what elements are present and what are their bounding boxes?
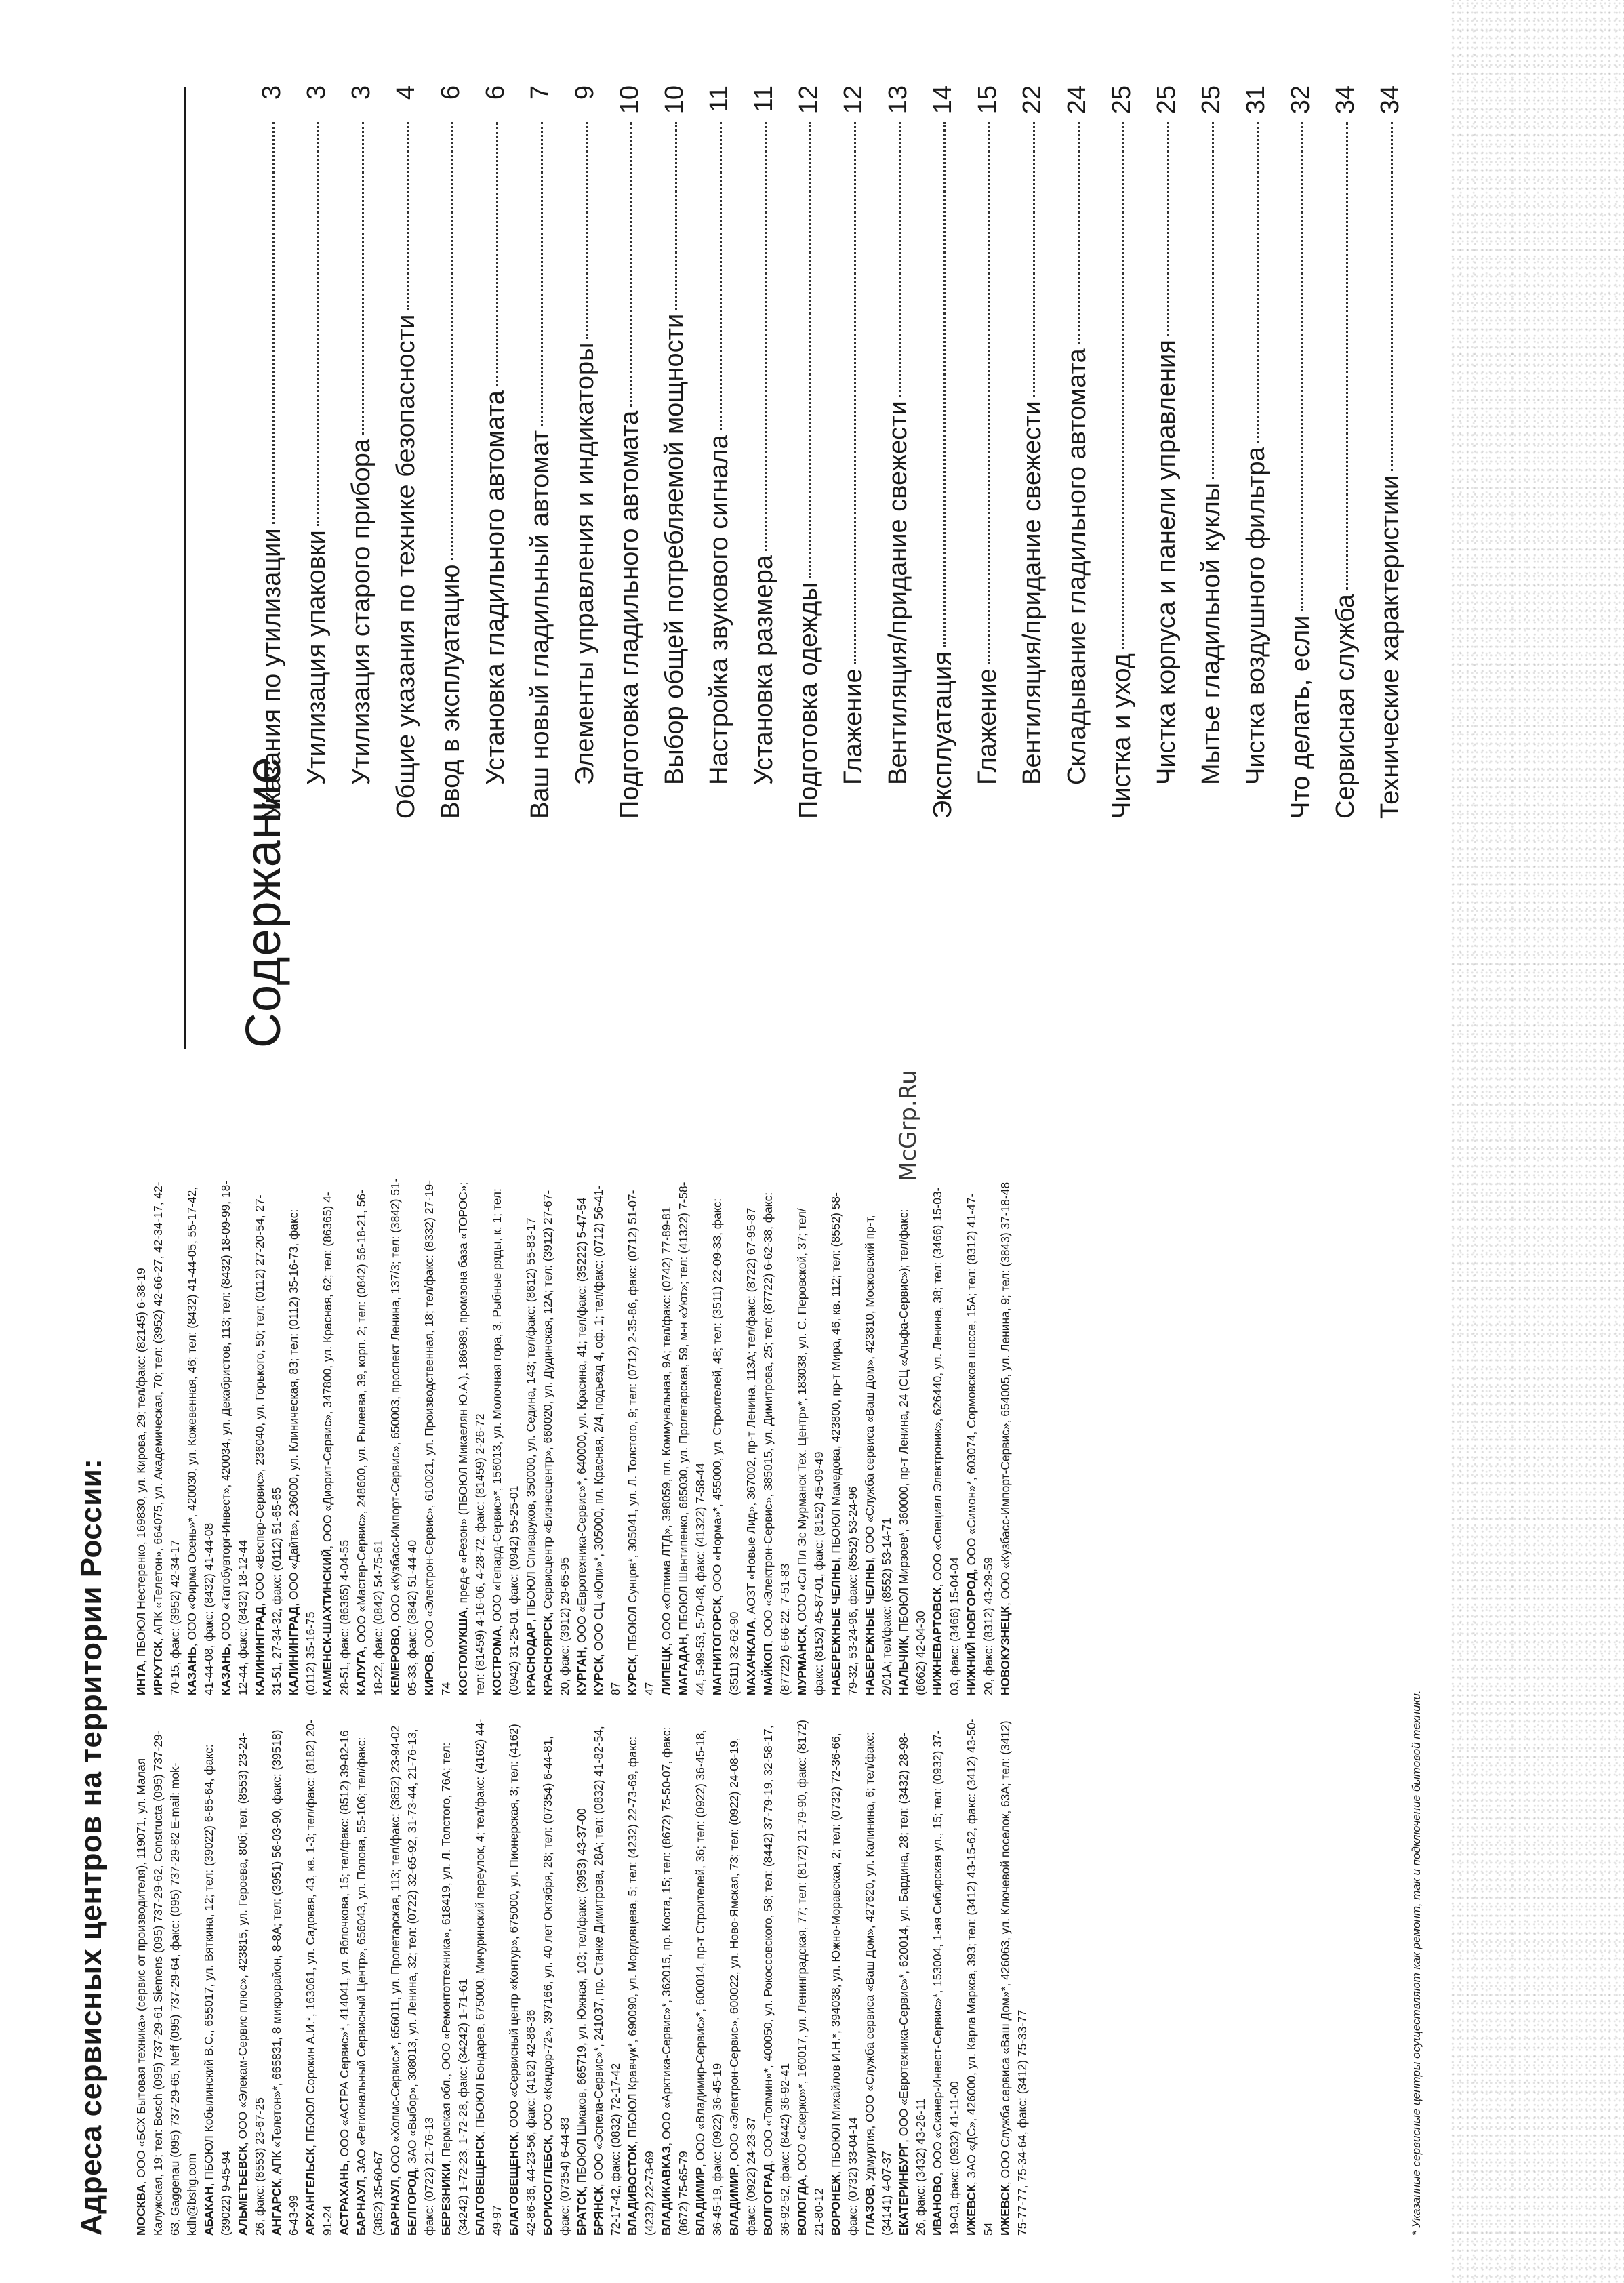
- toc-entry-page: 10: [660, 85, 689, 115]
- address-city: НОВОКУЗНЕЦК: [998, 1606, 1012, 1695]
- addresses-footnote: * Указанные сервисные центры осуществляют как ремонт, так и подключение бытовой техники.: [1410, 1690, 1423, 2236]
- toc-entry[interactable]: [1376, 85, 1421, 819]
- address-details: , ООО Служба сервиса «Ваш Дом»*, 426063, ул. Ключевой поселок, 63А; тел: (3412) 75-77-77, 75-34-64, факс: (3412) 75-33-77: [998, 1720, 1029, 2236]
- toc-entry-page: 34: [1376, 85, 1404, 115]
- address-city: КАЛИНИНГРАД: [253, 1606, 266, 1695]
- toc-entry-label: Настройка звукового сигнала: [705, 435, 733, 785]
- address-entry: [438, 1718, 472, 2236]
- toc-entry-page: 9: [571, 85, 599, 100]
- address-city: КУРГАН: [575, 1649, 588, 1695]
- address-city: АЛЬМЕТЬЕВСК: [236, 2145, 249, 2236]
- toc-entry[interactable]: [794, 85, 839, 819]
- address-city: ВЛАДИКАВКАЗ: [659, 2145, 673, 2236]
- address-entry: [235, 1718, 268, 2236]
- address-entry: [133, 1178, 150, 1695]
- toc-entry-label: Установка гладильного автомата: [481, 390, 510, 785]
- toc-entry-label: Сервисная служба: [1331, 594, 1360, 819]
- addresses-title: Адреса сервисных центров на территории России:: [75, 1458, 108, 2236]
- address-details: , ПБОЮЛ Мирзоев*, 360000, пр-т Ленина, 24 (СЦ «Альфа-Сервис»); тел/факс: (8662) 42-04-30: [897, 1209, 927, 1695]
- address-details: , ПБОЮЛ Нестеренко, 169830, ул. Кирова, 29; тел/факс: (82145) 6-38-19: [134, 1268, 148, 1663]
- address-city: ВЛАДИВОСТОК: [626, 2144, 639, 2236]
- toc-entry[interactable]: [1197, 85, 1242, 819]
- addresses-column: [133, 1718, 1407, 2236]
- address-city: БОРИСОГЛЕБСК: [541, 2137, 554, 2236]
- address-entry: [251, 1178, 285, 1695]
- toc-dot-leader: [720, 122, 722, 430]
- toc-entry-label: Эксплуатация: [929, 651, 957, 819]
- address-details: , ООО «Эспела-Сервис»*, 241037, пр. Станке Димитрова, 28А; тел: (0832) 41-82-54, 72-17-42, факс: (0832) 72-17-42: [592, 1726, 622, 2236]
- toc-dot-leader: [809, 122, 811, 578]
- address-details: , ООО «Оптима ЛТД», 398059, пл. Коммунальная, 9А; тел/факс: (0742) 77-89-81: [659, 1207, 673, 1646]
- address-city: БЛАГОВЕЩЕНСК: [507, 2134, 521, 2236]
- address-city: ИЖЕВСК: [998, 2185, 1012, 2236]
- toc-entry-label: Утилизация упаковки: [302, 530, 331, 785]
- toc-dot-leader: [854, 122, 856, 664]
- toc-entry[interactable]: [1108, 85, 1152, 819]
- toc-entry-page: 25: [1108, 85, 1136, 115]
- address-details: , ООО «Фирма Осень»*, 420030, ул. Кожевенная, 46; тел: (8432) 41-44-05, 55-17-42, 41-44-08, факс: (8432) 41-44-08: [185, 1186, 216, 1695]
- address-city: АНГАРСК: [270, 2181, 283, 2236]
- toc-entry-page: 12: [794, 85, 823, 115]
- address-details: , ООО «БСХ Бытовая техника» (сервис от производителя), 119071, ул. Малая Калужская, 19; тел: Bosch (095) 737-29-61 Siemens (095) 737-29-62, Constructa (095) 737-29-63, Gaggenau (095) 737-29-65, Neff (095) 737-29-64, факс: (095) 737-29-82 E-mail: mok-kdh@bshg.com: [134, 1730, 199, 2236]
- toc-entry-page: 11: [750, 85, 778, 113]
- toc-entry-label: Ваш новый гладильный автомат: [526, 430, 554, 819]
- address-details: , Пермская обл., ООО «Ремонтоттехника», 618419, ул. Л. Толстого, 76А; тел: (34242) 1-72-23, 1-72-28, факс: (34242) 1-71-61: [439, 1742, 470, 2236]
- address-city: ИРКУТСК: [151, 1641, 165, 1695]
- toc-entry-page: 32: [1286, 85, 1315, 115]
- address-entry: [997, 1718, 1031, 2236]
- service-addresses: [75, 1178, 1450, 2236]
- address-details: , ООО «Сканер-Инвест-Сервис»*, 153004, 1-ая Сибирская ул., 15; тел: (0932) 37-19-03, факс: (0932) 41-11-00: [931, 1730, 961, 2236]
- toc-entry[interactable]: [302, 85, 347, 819]
- address-city: МУРМАНСК: [795, 1628, 809, 1695]
- address-entry: [421, 1178, 455, 1695]
- toc-title: Содержание: [237, 756, 291, 1048]
- address-city: КРАСНОЯРСК: [541, 1615, 554, 1695]
- toc-dot-leader: [1301, 122, 1303, 611]
- toc-entry[interactable]: [392, 85, 437, 819]
- address-entry: [540, 1718, 573, 2236]
- address-details: , ООО «Веспер-Сервис», 236040, ул. Горького, 50; тел: (0112) 27-20-54, 27-31-51, 27-34-32, факс: (0112) 51-65-65: [253, 1194, 283, 1695]
- address-details: , ООО «АСТРА Сервис»*, 414041, ул. Яблочкова, 15; тел/факс: (8512) 39-82-16: [338, 1730, 351, 2164]
- address-entry: [963, 1718, 997, 2236]
- address-details: , ООО «Сл Пл Эс Мурманск Тех. Центр»*, 183038, ул. С. Перовской, 37; тел/факс: (8152) 45-87-01, факс: (8152) 45-09-49: [795, 1208, 826, 1695]
- toc-dot-leader: [1391, 122, 1393, 471]
- toc-entry[interactable]: [839, 85, 884, 819]
- toc-entry[interactable]: [526, 85, 571, 819]
- toc-entry[interactable]: [481, 85, 526, 819]
- address-entry: [353, 1178, 387, 1695]
- toc-entry[interactable]: [615, 85, 660, 819]
- address-entry: [184, 1178, 218, 1695]
- address-entry: [472, 1718, 506, 2236]
- toc-entry-page: 22: [1018, 85, 1047, 115]
- address-entry: [929, 1718, 963, 2236]
- address-city: БАРНАУЛ: [354, 2179, 368, 2236]
- toc-entry-page: 4: [392, 85, 420, 100]
- address-details: , ООО «Топмин»*, 400050, ул. Рокоссовского, 58; тел: (8442) 37-79-19, 32-58-17, 36-92-52, факс: (8442) 36-92-41: [761, 1725, 792, 2236]
- address-city: ВЛАДИМИР: [727, 2166, 741, 2236]
- address-entry: [455, 1178, 489, 1695]
- toc-entry-label: Чистка корпуса и панели управления: [1152, 340, 1181, 785]
- toc-entry[interactable]: [1152, 85, 1197, 819]
- address-city: КИРОВ: [422, 1654, 436, 1695]
- toc-entry[interactable]: [705, 85, 750, 819]
- toc-entry-label: Установка размера: [750, 555, 778, 785]
- address-entry: [506, 1718, 540, 2236]
- address-city: КОСТОМУКША: [456, 1610, 470, 1695]
- address-details: , АОЗТ «Новые Лид», 367002, пр-т Ленина, 113А; тел/факс: (8722) 67-95-87: [744, 1207, 758, 1621]
- address-entry: [658, 1718, 692, 2236]
- toc-entry-label: Общие указания по технике безопасности: [392, 314, 420, 819]
- address-entry: [861, 1178, 895, 1695]
- toc-dot-leader: [496, 122, 498, 386]
- address-details: , ООО «Гепард-Сервис»*, 156013, ул. Молочная гора, 3, Рыбные ряды, к. 1; тел: (0942) 31-25-01, факс: (0942) 55-25-01: [490, 1188, 521, 1695]
- toc-entry-label: Чистка воздушного фильтра: [1242, 447, 1270, 785]
- toc-entry-label: Подготовка одежды: [794, 582, 823, 819]
- address-entry: [895, 1718, 929, 2236]
- toc-dot-leader: [272, 122, 275, 524]
- toc-entry-page: 14: [929, 85, 957, 115]
- toc-entry-page: 3: [258, 85, 286, 100]
- address-entry: [794, 1178, 828, 1695]
- address-details: , ООО «Владимир-Сервис»*, 600014, пр-т Строителей, 36; тел: (0922) 36-45-18, 36-45-19, факс: (0922) 36-45-19: [693, 1729, 724, 2236]
- toc-entry[interactable]: [929, 85, 973, 819]
- address-details: , ООО «Диорит-Сервис», 347800, ул. Красная, 62; тел: (86365) 4-28-51, факс: (86365) 4-04-55: [321, 1192, 351, 1695]
- address-entry: [523, 1178, 540, 1695]
- address-entry: [997, 1178, 1014, 1695]
- toc-dot-leader: [317, 122, 319, 526]
- address-details: , ПБОЮЛ Кравчук*, 690090, ул. Мордовцева, 5; тел: (4232) 22-73-69, факс: (4232) 22-73-69: [626, 1736, 656, 2236]
- toc-dot-leader: [1167, 122, 1169, 336]
- address-entry: [353, 1718, 387, 2236]
- address-city: МАЙКОП: [761, 1643, 775, 1695]
- address-city: ИЖЕВСК: [965, 2185, 978, 2236]
- address-entry: [387, 1178, 421, 1695]
- toc-dot-leader: [899, 122, 901, 397]
- address-details: , ООО «Кузбасс-Импорт-Сервис», 650003, проспект Ленина, 137/3; тел: (3842) 51-05-33, факс: (3842) 51-44-40: [388, 1178, 419, 1695]
- address-city: КАЛИНИНГРАД: [287, 1606, 300, 1695]
- address-details: , ПБОЮЛ Мамедова, 423800, пр-т Мира, 46, кв. 112; тел: (8552) 58-79-32, 53-24-96, факс: (8552) 53-24-96: [829, 1192, 859, 1695]
- address-city: АРХАНГЕЛЬСК: [304, 2147, 317, 2236]
- address-city: КАЗАНЬ: [185, 1646, 199, 1695]
- address-details: , ООО «Служба сервиса «Ваш Дом», 423810, Московский пр-т, 2/01А; тел/факс: (8552) 53-14-71: [863, 1215, 893, 1695]
- address-details: , ЗАО «ДС», 426000, ул. Карла Маркса, 393; тел: (3412) 43-15-62, факс: (3412) 43-50-54: [965, 1718, 995, 2236]
- address-city: КОСТРОМА: [490, 1628, 504, 1695]
- address-details: , ООО «Арктика-Сервис»*, 362015, пр. Коста, 15; тел: (8672) 75-50-07, факс: (8672) 75-65-79: [659, 1726, 690, 2236]
- address-details: , Сервисцентр «Бизнесцентр», 660020, ул. Дудинская, 12А; тел: (3912) 27-67-20, факс: (3912) 29-65-95: [541, 1190, 571, 1695]
- address-details: , пред-е «Резон» (ПБОЮЛ Микаелян Ю.А.), 186989, промзона база «ТОРОС»; тел: (81459) 4-16-06, 4-28-72, факс: (81459) 2-26-72: [456, 1181, 487, 1695]
- address-entry: [336, 1718, 353, 2236]
- toc-entry[interactable]: [571, 85, 615, 819]
- toc-entry[interactable]: [1286, 85, 1331, 819]
- toc-entry[interactable]: [1063, 85, 1108, 819]
- toc-entry[interactable]: [884, 85, 929, 819]
- address-entry: [218, 1178, 251, 1695]
- toc-dot-leader: [988, 122, 990, 664]
- address-entry: [658, 1178, 675, 1695]
- address-entry: [573, 1178, 590, 1695]
- address-city: КРАСНОДАР: [524, 1622, 537, 1695]
- toc-entry[interactable]: [1242, 85, 1286, 819]
- toc-entry[interactable]: [437, 85, 481, 819]
- address-entry: [590, 1718, 624, 2236]
- address-details: , ЗАО «Региональный Сервисный Центр», 656043, ул. Попова, 55-106; тел/факс: (3852) 35-60-67: [354, 1737, 385, 2236]
- toc-entry-label: Выбор общей потребляемой мощности: [660, 313, 689, 785]
- toc-entry-page: 6: [481, 85, 510, 100]
- toc-entry-label: Подготовка гладильного автомата: [615, 410, 644, 819]
- address-details: , ООО «Кондор-72», 397166, ул. 40 лет Октября, 28; тел: (07354) 6-44-81, факс: (07354) 6-44-83: [541, 1735, 571, 2236]
- address-city: НАБЕРЕЖНЫЕ ЧЕЛНЫ: [863, 1560, 876, 1695]
- toc-entry-label: Что делать, если: [1286, 615, 1315, 819]
- address-details: , ПБОЮЛ Спиваруков, 350000, ул. Седина, 143; тел/факс: (8612) 55-83-17: [524, 1217, 537, 1623]
- address-entry: [624, 1718, 658, 2236]
- address-details: , ПБОЮЛ Бондарев, 675000, Мичуринский переулок, 4; тел/факс: (4162) 44-49-97: [473, 1718, 504, 2236]
- address-details: , ЗАО «Выбор», 308013, ул. Ленина, 32; тел: (0722) 32-65-92, 31-73-44, 21-76-13, факс: (0722) 21-76-13: [405, 1729, 436, 2236]
- toc-dot-leader: [1346, 122, 1348, 590]
- toc-entry-label: Указания по утилизации: [258, 528, 286, 819]
- toc-entry[interactable]: [750, 85, 794, 819]
- toc-dot-leader: [630, 122, 632, 407]
- address-entry: [828, 1718, 861, 2236]
- toc-entry-label: Утилизация старого прибора: [347, 438, 375, 785]
- address-city: ЛИПЕЦК: [659, 1646, 673, 1695]
- address-city: КАМЕНСК-ШАХТИНСКИЙ: [321, 1548, 334, 1695]
- address-city: НИЖНИЙ НОВГОРОД: [965, 1571, 978, 1695]
- address-city: МОСКВА: [134, 2184, 148, 2236]
- address-city: АБАКАН: [202, 2186, 216, 2236]
- address-entry: [573, 1718, 590, 2236]
- address-details: , ООО «Электрон-Сервис», 385015, ул. Димитрова, 25; тел: (87722) 6-62-38, факс: (87722) 6-66-22, 7-51-83: [761, 1192, 792, 1695]
- address-entry: [489, 1178, 523, 1695]
- address-details: , ООО «Электрон-Сервис», 600022, ул. Ново-Ямская, 73; тел: (0922) 24-08-19, факс: (0922) 24-23-37: [727, 1737, 758, 2236]
- toc-entry-label: Вентиляция/придание свежести: [884, 401, 912, 785]
- toc-dot-leader: [541, 122, 543, 426]
- address-details: , ООО «Электрон-Сервис», 610021, ул. Производственная, 18; тел/факс: (8332) 27-19-74: [422, 1180, 453, 1695]
- address-entry: [760, 1718, 794, 2236]
- address-city: БЛАГОВЕЩЕНСК: [473, 2134, 487, 2236]
- address-city: БРЯНСК: [592, 2187, 605, 2236]
- toc-dot-leader: [451, 122, 453, 560]
- address-entry: [743, 1178, 760, 1695]
- toc-entry-page: 7: [526, 85, 554, 100]
- table-of-contents: [258, 85, 1478, 819]
- watermark: McGrp.Ru: [895, 1070, 922, 1181]
- address-city: БРАТСК: [575, 2189, 588, 2236]
- toc-entry-page: 25: [1152, 85, 1181, 115]
- address-details: , ООО СЦ «Юпи»*, 305000, пл. Красная, 2/4, подъезд 4, оф. 1; тел/факс: (0712) 56-41-87: [592, 1185, 622, 1695]
- toc-entry-page: 25: [1197, 85, 1225, 115]
- address-city: НАБЕРЕЖНЫЕ ЧЕЛНЫ: [829, 1560, 843, 1695]
- address-entry: [387, 1718, 404, 2236]
- address-city: ВОЛГОГРАД: [761, 2163, 775, 2236]
- address-entry: [794, 1718, 828, 2236]
- toc-entry-page: 3: [347, 85, 375, 100]
- address-entry: [760, 1178, 794, 1695]
- toc-dot-leader: [1033, 122, 1035, 397]
- toc-entry[interactable]: [258, 85, 302, 819]
- address-details: , АПК «Телетон», 664075, ул. Академическая, 70; тел: (3952) 42-66-27, 42-34-17, 42-70-15, факс: (3952) 42-34-17: [151, 1181, 182, 1695]
- toc-dot-leader: [362, 122, 364, 435]
- address-city: МАГНИТОГОРСК: [710, 1598, 724, 1695]
- address-details: , ПБОЮЛ Сорокин А.И.*, 163061, ул. Садовая, 43, кв. 1-3; тел/факс: (8182) 20-91-24: [304, 1720, 334, 2236]
- toc-entry-label: Элементы управления и индикаторы: [571, 342, 599, 785]
- address-entry: [133, 1718, 201, 2236]
- address-details: , ООО «Евротехника-Сервис»*, 620014, ул. Бардина, 28; тел: (3432) 28-98-26, факс: (3432) 43-26-11: [897, 1733, 927, 2236]
- address-details: , АПК «Телетон»*, 665831, 8 микрорайон, 8-8А; тел: (3951) 56-03-90, факс: (39518) 6-43-99: [270, 1729, 300, 2236]
- address-details: , ООО «Холмс-Сервис»*, 656011, ул. Пролетарская, 113; тел/факс: (3852) 23-94-02: [388, 1725, 402, 2180]
- toc-entry-page: 15: [973, 85, 1002, 115]
- address-details: , Удмуртия, ООО «Служба сервиса «Ваш Дом», 427620, ул. Калинина, 6; тел/факс: (34141) 4-07-37: [863, 1732, 893, 2236]
- addresses-columns: [133, 1178, 1407, 2236]
- address-entry: [268, 1718, 302, 2236]
- toc-dot-leader: [1122, 122, 1124, 649]
- address-entry: [861, 1718, 895, 2236]
- address-details: , ООО «Сервисный центр «Контур», 675000, ул. Пионерская, 3; тел: (4162) 42-86-36, 44-23-56, факс: (4162) 42-86-36: [507, 1724, 537, 2236]
- address-entry: [302, 1718, 336, 2236]
- address-city: КЕМЕРОВО: [388, 1628, 402, 1695]
- toc-entry-page: 12: [839, 85, 868, 115]
- toc-entry-page: 11: [705, 85, 733, 113]
- toc-dot-leader: [943, 122, 946, 647]
- address-entry: [828, 1178, 861, 1695]
- toc-entry-page: 3: [302, 85, 331, 100]
- address-city: КАЛУГА: [354, 1649, 368, 1695]
- address-city: МАХАЧКАЛА: [744, 1620, 758, 1695]
- toc-entry[interactable]: [660, 85, 705, 819]
- address-city: ИВАНОВО: [931, 2175, 944, 2236]
- address-entry: [404, 1718, 438, 2236]
- toc-entry[interactable]: [1018, 85, 1063, 819]
- address-entry: [201, 1718, 235, 2236]
- address-details: , ПБОЮЛ Шмаков, 665719, ул. Южная, 103; тел/факс: (3953) 43-37-00: [575, 1808, 588, 2189]
- toc-dot-leader: [675, 122, 677, 310]
- address-details: , ООО «Евротехника-Сервис»*, 640000, ул. Красина, 41; тел/факс: (35222) 5-47-54: [575, 1197, 588, 1650]
- address-details: , ООО «Норма»*, 455000, ул. Строителей, 48; тел: (3511) 22-09-33, факс: (3511) 32-62-90: [710, 1198, 741, 1695]
- toc-rule: [184, 87, 186, 1049]
- toc-entry-page: 31: [1242, 85, 1270, 115]
- address-details: , ООО «Элекам-Сервис плюс», 423815, ул. Героева, 80б; тел: (8553) 23-24-26, факс: (8553) 23-67-25: [236, 1733, 266, 2236]
- toc-entry-label: Вентиляция/придание свежести: [1018, 401, 1047, 785]
- toc-dot-leader: [1212, 122, 1214, 479]
- address-details: , ООО «Симон»*, 603074, Сормовское шоссе, 15А; тел: (8312) 41-47-20, факс: (8312) 43-29-59: [965, 1193, 995, 1695]
- toc-entry-page: 10: [615, 85, 644, 115]
- toc-dot-leader: [407, 122, 409, 310]
- toc-entry-page: 13: [884, 85, 912, 115]
- address-city: БЕРЕЗНИКИ: [439, 2163, 453, 2236]
- toc-entry-page: 6: [437, 85, 465, 100]
- address-city: БАРНАУЛ: [388, 2179, 402, 2236]
- address-city: ВЛАДИМИР: [693, 2166, 707, 2236]
- address-city: ЕКАТЕРИНБУРГ: [897, 2142, 910, 2236]
- address-details: , ООО «Мастер-Сервис», 248600, ул. Рылеева, 39, корп. 2; тел: (0842) 56-18-21, 56-18-22, факс: (0842) 54-75-61: [354, 1190, 385, 1695]
- address-entry: [285, 1178, 319, 1695]
- address-entry: [692, 1718, 726, 2236]
- address-details: , ООО «Скерко»*, 160017, ул. Ленинградская, 77; тел: (8172) 21-79-90, факс: (8172) 21-80-12: [795, 1720, 826, 2236]
- toc-entry-page: 24: [1063, 85, 1091, 115]
- address-entry: [540, 1178, 573, 1695]
- toc-dot-leader: [1257, 122, 1259, 443]
- toc-entry[interactable]: [973, 85, 1018, 819]
- toc-entry[interactable]: [347, 85, 392, 819]
- address-entry: [709, 1178, 743, 1695]
- address-entry: [726, 1718, 760, 2236]
- toc-entry-label: Глажение: [839, 668, 868, 785]
- addresses-column: [133, 1178, 1407, 1695]
- address-city: ВОРОНЕЖ: [829, 2174, 843, 2236]
- address-entry: [590, 1178, 624, 1695]
- address-city: КАЗАНЬ: [219, 1646, 232, 1695]
- toc-entry[interactable]: [1331, 85, 1376, 819]
- address-entry: [929, 1178, 963, 1695]
- address-city: КУРСК: [592, 1657, 605, 1695]
- address-details: , ПБОЮЛ Кобылинский В.С., 655017, ул. Вяткина, 12; тел: (39022) 6-65-64, факс: (39022) 9-45-94: [202, 1744, 232, 2236]
- address-details: , ООО «Специал Электроник», 626440, ул. Ленина, 38; тел: (3466) 15-03-03, факс: (3466) 15-04-04: [931, 1187, 961, 1695]
- address-details: , ПБОЮЛ Михайлов И.Н.*, 394038, ул. Южно-Моравская, 2; тел: (0732) 72-36-66, факс: (0732) 33-04-14: [829, 1733, 859, 2236]
- address-city: БЕЛГОРОД: [405, 2170, 419, 2236]
- toc-entry-page: 34: [1331, 85, 1360, 115]
- address-entry: [624, 1178, 658, 1695]
- address-city: НИЖНЕВАРТОВСК: [931, 1587, 944, 1695]
- toc-dot-leader: [765, 122, 767, 551]
- address-details: , ООО «Кузбасс-Импорт-Сервис», 654005, ул. Ленина, 9; тел: (3843) 37-18-48: [998, 1181, 1012, 1607]
- address-city: ГЛАЗОВ: [863, 2187, 876, 2236]
- address-city: ВОЛОГДА: [795, 2177, 809, 2236]
- address-city: МАГАДАН: [676, 1636, 690, 1695]
- address-city: ИНТА: [134, 1663, 148, 1695]
- address-entry: [675, 1178, 709, 1695]
- toc-entry-label: Технические характеристики: [1376, 474, 1404, 819]
- address-details: , ПБОЮЛ Шантипенко, 685030, ул. Пролетарская, 59, м-н «Уют»; тел: (41322) 7-58-44, 5-99-53, 5-70-48, факс: (41322) 7-58-44: [676, 1181, 707, 1695]
- address-details: , ООО «Дайта», 236000, ул. Клиническая, 83; тел: (0112) 35-16-73, факс: (0112) 35-16-75: [287, 1209, 317, 1695]
- toc-dot-leader: [586, 122, 588, 339]
- toc-entry-label: Мытье гладильной куклы: [1197, 482, 1225, 785]
- address-city: АСТРАХАНЬ: [338, 2163, 351, 2236]
- address-entry: [319, 1178, 353, 1695]
- address-entry: [150, 1178, 184, 1695]
- address-city: КУРСК: [626, 1657, 639, 1695]
- address-city: НАЛЬЧИК: [897, 1638, 910, 1695]
- address-details: , ПБОЮЛ Сунцов*, 305041, ул. Л. Толстого, 9; тел: (0712) 2-35-86, факс: (0712) 51-07-47: [626, 1190, 656, 1695]
- address-entry: [895, 1178, 929, 1695]
- address-details: , ООО «Татобувторг-Инвест», 420034, ул. Декабристов, 113; тел: (8432) 18-09-99, 18-12-44, факс: (8432) 18-12-44: [219, 1180, 249, 1695]
- toc-entry-label: Чистка и уход: [1108, 653, 1136, 819]
- address-entry: [963, 1178, 997, 1695]
- toc-entry-label: Складывание гладильного автомата: [1063, 348, 1091, 785]
- toc-dot-leader: [1078, 122, 1080, 344]
- toc-entry-label: Глажение: [973, 668, 1002, 785]
- toc-entry-label: Ввод в эксплуатацию: [437, 564, 465, 819]
